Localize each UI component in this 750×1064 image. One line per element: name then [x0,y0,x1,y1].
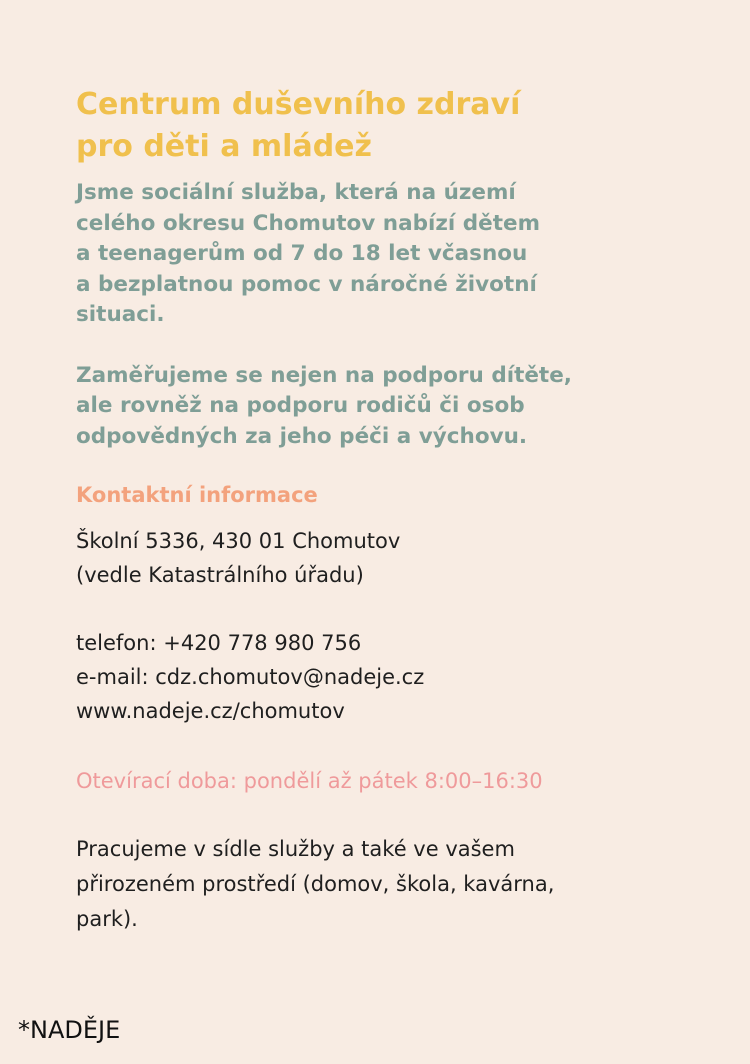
contact-info [76,524,676,728]
work-line: park). [76,907,138,931]
intro-paragraph [76,178,676,331]
intro-paragraph [76,361,676,453]
spacer [76,592,676,626]
intro-line: a teenagerům od 7 do 18 let včasnou [76,241,528,266]
intro-line: celého okresu Chomutov nabízí dětem [76,210,540,236]
intro-line: situaci. [76,302,165,327]
work-line: přirozeném prostředí (domov, škola, kavárna, [76,872,555,896]
flyer-content [76,84,676,937]
email-line [76,660,676,694]
contact-heading: Kontaktní informace [76,483,318,507]
phone-line [76,626,676,660]
title-line: pro děti a mládež [76,129,372,164]
phone-label: telefon: [76,631,157,655]
nadeje-logo: *NADĚJE [18,1016,121,1044]
work-line: Pracujeme v sídle služby a také ve vašem [76,837,515,861]
phone-link[interactable]: +420 778 980 756 [163,631,362,655]
page-title [76,84,676,168]
intro-line: Zaměřujeme se nejen na podporu dítěte, [76,362,572,388]
intro-line: a bezplatnou pomoc v náročné životní [76,271,537,297]
web-line [76,694,676,728]
title-line: Centrum duševního zdraví [76,87,521,122]
work-description [76,832,676,937]
intro-line: Jsme sociální služba, která na území [76,180,516,205]
opening-hours: Otevírací doba: pondělí až pátek 8:00–16:30 [76,769,543,793]
address-line: Školní 5336, 430 01 Chomutov [76,529,401,553]
email-link[interactable]: cdz.chomutov@nadeje.cz [155,665,425,689]
address-note: (vedle Katastrálního úřadu) [76,563,364,587]
intro-line: odpovědných za jeho péči a výchovu. [76,423,528,449]
email-label: e-mail: [76,665,149,689]
intro-line: ale rovněž na podporu rodičů či osob [76,393,525,418]
website-link[interactable]: www.nadeje.cz/chomutov [76,699,345,723]
intro-text [76,178,676,452]
